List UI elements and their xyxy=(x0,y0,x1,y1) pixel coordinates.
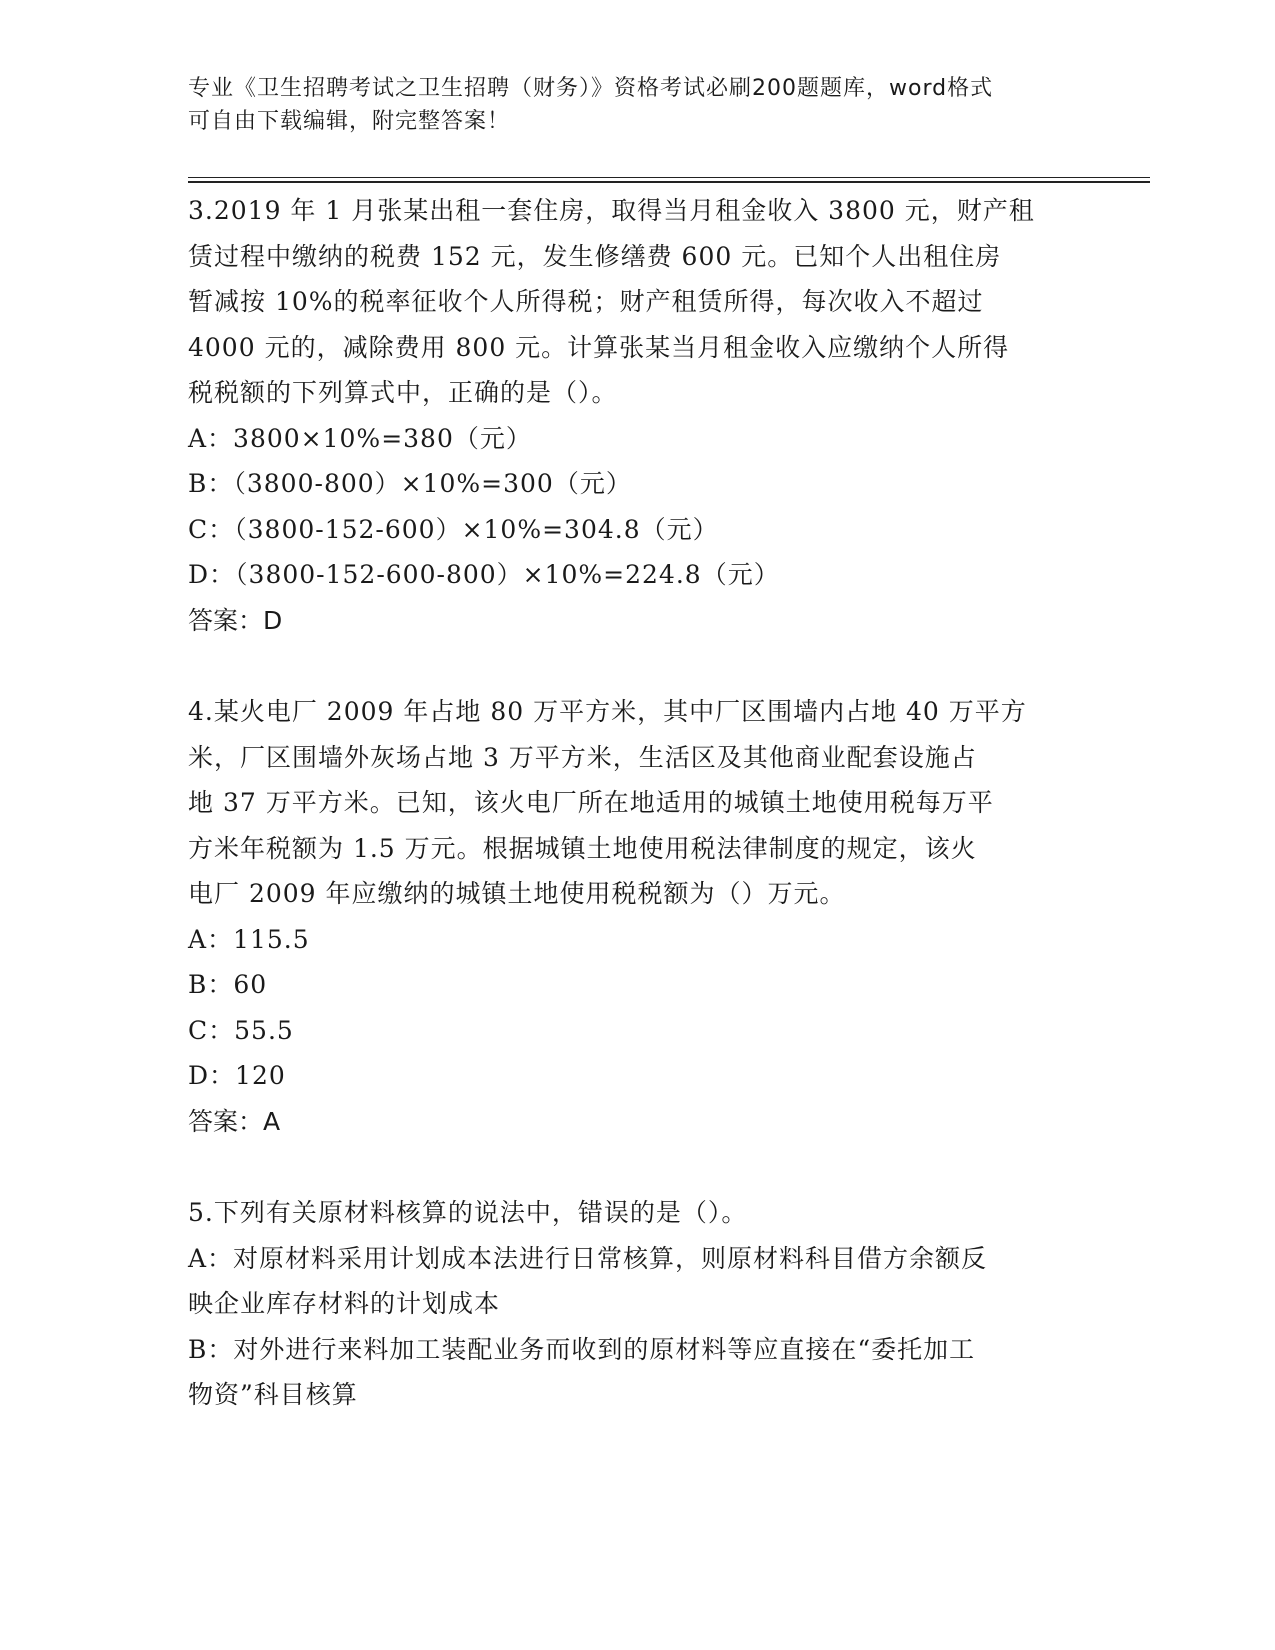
option-b: B：（3800-800）×10%=300（元） xyxy=(188,469,632,498)
option-a: A：对原材料采用计划成本法进行日常核算，则原材料科目借方余额反 xyxy=(188,1243,988,1273)
option-a: A：3800×10%=380（元） xyxy=(188,423,532,453)
answer-line: 答案：D xyxy=(188,605,283,635)
option-a-continued: 映企业库存材料的计划成本 xyxy=(188,1289,501,1318)
document-header xyxy=(188,72,1088,138)
question-5 xyxy=(188,1190,1088,1418)
question-stem-line: 5.下列有关原材料核算的说法中，错误的是（）。 xyxy=(188,1198,748,1227)
header-divider-thin xyxy=(188,177,1150,178)
question-list xyxy=(188,188,1088,1464)
option-a: A：115.5 xyxy=(188,924,310,954)
question-stem-line: 赁过程中缴纳的税费 152 元，发生修缮费 600 元。已知个人出租住房 xyxy=(188,241,1002,271)
answer-line: 答案：A xyxy=(188,1106,281,1136)
question-3 xyxy=(188,188,1088,643)
option-b: B：60 xyxy=(188,970,268,999)
option-d: D：120 xyxy=(188,1061,286,1090)
question-stem-line: 电厂 2009 年应缴纳的城镇土地使用税税额为（）万元。 xyxy=(188,879,846,908)
question-stem-line: 暂减按 10%的税率征收个人所得税；财产租赁所得，每次收入不超过 xyxy=(188,287,984,316)
question-stem-line: 4.某火电厂 2009 年占地 80 万平方米，其中厂区围墙内占地 40 万平方 xyxy=(188,697,1027,726)
header-line: 专业《卫生招聘考试之卫生招聘（财务）》资格考试必刷200题题库，word格式 xyxy=(188,76,994,101)
question-stem-line: 地 37 万平方米。已知，该火电厂所在地适用的城镇土地使用税每万平 xyxy=(188,788,994,817)
question-4 xyxy=(188,689,1088,1144)
option-b-continued: 物资”科目核算 xyxy=(188,1380,358,1409)
question-stem-line: 方米年税额为 1.5 万元。根据城镇土地使用税法律制度的规定，该火 xyxy=(188,833,977,863)
header-line: 可自由下载编辑，附完整答案！ xyxy=(188,109,511,134)
question-stem-line: 3.2019 年 1 月张某出租一套住房，取得当月租金收入 3800 元，财产租 xyxy=(188,196,1035,225)
option-d: D：（3800-152-600-800）×10%=224.8（元） xyxy=(188,560,780,589)
question-stem-line: 4000 元的，减除费用 800 元。计算张某当月租金收入应缴纳个人所得 xyxy=(188,332,1010,362)
question-stem-line: 税税额的下列算式中，正确的是（）。 xyxy=(188,378,618,407)
option-c: C：（3800-152-600）×10%=304.8（元） xyxy=(188,514,719,544)
option-b: B：对外进行来料加工装配业务而收到的原材料等应直接在“委托加工 xyxy=(188,1334,976,1364)
question-stem-line: 米，厂区围墙外灰场占地 3 万平方米，生活区及其他商业配套设施占 xyxy=(188,742,977,772)
option-c: C：55.5 xyxy=(188,1015,294,1045)
header-divider-thick xyxy=(188,181,1150,183)
